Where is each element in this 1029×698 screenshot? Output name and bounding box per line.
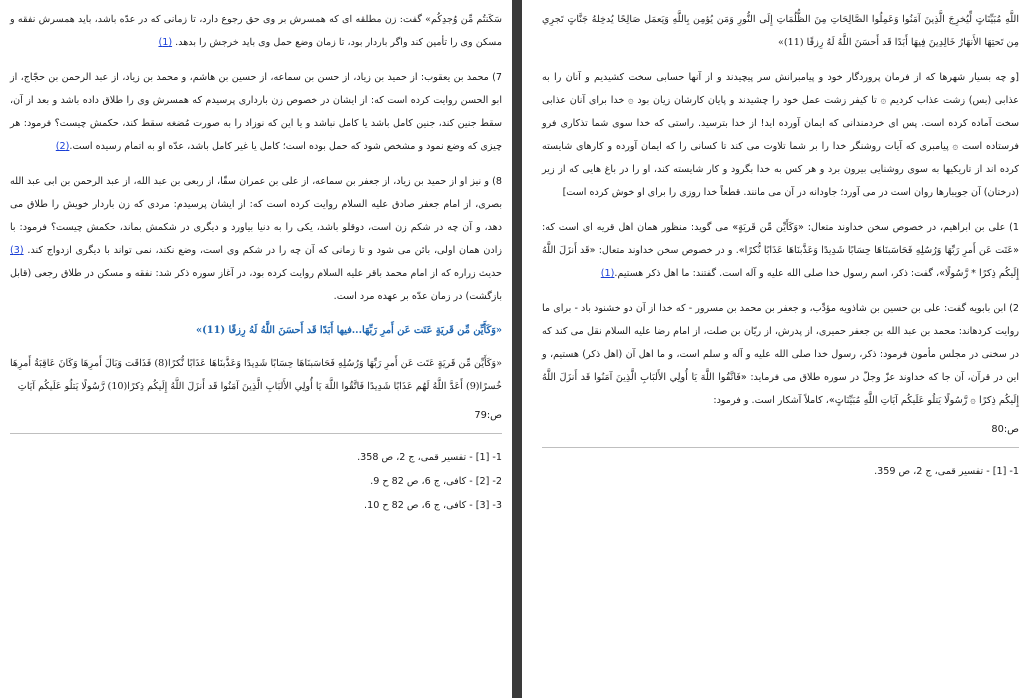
left-paragraph-1-text: 7) محمد بن يعقوب: از حميد بن زياد، از حسن بن سماعه، از حسين بن هاشم، و محمد بن زياد، از عبد الرحمن بن حجّاج، از ابو الحسن روايت كرده است كه: از ايشان در خصوص زن باردارى پرسيدم كه همسرش وى را طلاق داده باشد و بعد از آن، سقط جنين كند، جنين كامل باشد يا كامل نباشد و يا اين كه نوزاد را به صورت مُضغه سقط كند، حكمش چيست؟ فرمود: هر چيزى كه وضع نمود و مشخص شود كه حمل بوده است؛ كامل يا غير كامل باشد، عدّه او به اتمام رسيده است. — [10, 72, 502, 152]
left-paragraph-2-tail: حديث زراره كه از امام محمد باقر عليه السلام روايت كرده بود، در آغاز سوره ذكر شد: نفقه و مسكن در طلاق رجعى (قابل بازگشت) در زمان عدّه بر عهده مرد است. — [10, 268, 502, 302]
page-number-right: ص:80 — [991, 424, 1019, 435]
page-number-left: ص:79 — [474, 410, 502, 421]
left-page — [0, 0, 512, 698]
footnote-link-2[interactable]: (2) — [55, 141, 70, 152]
footnote-item: 2- [2] - كافى، ج 6، ص 82 ح 9. — [370, 476, 502, 487]
right-verse-block: اللَّهِ مُبَيِّنَاتٍ لِّيُخرِجَ الَّذِينَ آمَنُوا وَعَمِلُوا الصَّالِحَاتِ مِنَ الظُّلُمَاتِ إِلَى النُّورِ وَمَن يُؤمِن بِاللَّهِ وَيَعمَل صَالِحًا يُدخِلهُ جَنَّاتٍ تَجرِي مِن تَحتِهَا الأَنهَارُ خَالِدِينَ فِيهَا أَبَدًا قَد أَحسَنَ اللَّهُ لَهُ رِزقًا (11)» — [542, 14, 1019, 48]
footnote-link-3[interactable]: (3) — [10, 245, 24, 256]
left-paragraph-2-text: 8) و نيز او از حميد بن زياد، از جعفر بن سماعه، از على بن عمران سقّا، از ربعى بن عبد الله، از عبد الرحمن بن ابى عبد الله بصرى، از امام جعفر صادق عليه السلام روايت كرده است كه: از ايشان پرسيدم: مردى كه زن باردار خويش را طلاق مى دهد، و آن چه در شكم زن است، دوقلو باشد، يكى را به دنيا بياورد و ديگرى در شكمش بماند، حكمش چيست؟ فرمود: با زادن همان اولى، بائن مى شود و تا زمانى كه آن چه را در شكم وى است، وضع نكند، نمى تواند با ديگرى ازدواج كند. — [10, 176, 502, 256]
page-spine-divider — [512, 0, 522, 698]
footnote-divider-left — [10, 433, 502, 434]
left-paragraph-2 — [10, 170, 502, 308]
footnote-divider-right — [542, 447, 1019, 448]
left-paragraph-0 — [10, 8, 502, 54]
right-paragraph-1 — [542, 216, 1019, 285]
left-paragraph-0-text: سَكَنتُم مِّن وُجدِكُم» گفت: زن مطلقه اى كه همسرش بر وى حق رجوع دارد، تا زمانى كه در عدّه باشد، بايد همسرش نفقه و مسكن وى را تأمين كند واگر باردار بود، تا زمان وضع حمل وى بايد خرجش را بدهد. — [10, 14, 502, 48]
right-paragraph-2: 2) ابن بابويه گفت: على بن حسين بن شاذويه مؤدِّب، و جعفر بن محمد بن مسرور - كه خدا از آن دو خشنود باد - براى ما روايت كردهاند: محمد بن عبد الله بن جعفر حميرى، از پدرش، از ريّان بن صلت، از امام رضا عليه السلام نقل مى كند كه در سخنى در مجلس مأمون فرمود: ذكر، رسول خدا صلى الله عليه و آله و سلم است، و ما اهل آن (اهل ذكر) هستيم، و اين در قرآن، آن جا كه خداوند عزّ وجلّ در سوره طلاق مى فرمايد: «فَاتَّقُوا اللَّهَ يَا أُولِي الأَلبَابِ الَّذِينَ آمَنُوا قَد أَنزَلَ اللَّهُ إِلَيكُم ذِكرًا ۞ رَّسُولًا يَتلُو عَلَيكُم آيَاتِ اللَّهِ مُبَيِّنَاتٍ»، كاملاً آشكار است. و فرمود: — [542, 303, 1019, 406]
footnote-item: 3- [3] - كافى، ج 6، ص 82 ح 10. — [364, 500, 502, 511]
right-paragraph-0: [و چه بسيار شهرها كه از فرمان پروردگار خود و پيامبرانش سر پيچيدند و از آنها حسابى سخت كشيديم و آنان را به عذابى (بس) زشت عذاب كرديم ۞ تا كيفر زشت عمل خود را چشيدند و پايان كارشان زيان بود ۞ خدا براى آنان عذابى سخت آماده كرده است. پس اى خردمندانى كه ايمان آورده ايد! از خدا بترسيد. راستى كه خدا سوى شما تذكارى فرو فرستاده است ۞ پيامبرى كه آيات روشنگر خدا را بر شما تلاوت مى كند تا كسانى را كه ايمان آورده و كارهاى شايسته كرده اند از تاريكيها به سوى روشنايى بيرون برد و هر كس به خدا بگرود و كار شايسته كند، او را در باغ هايى كه از زير (درختان) آن جويبارها روان است در مى آورد؛ جاودانه در آن مى مانند. قطعاً خدا روزى را براى او خوش كرده است] — [542, 72, 1019, 198]
left-paragraph-1 — [10, 66, 502, 158]
footnote-link-1[interactable]: (1) — [158, 37, 173, 48]
footnote-link-right-1[interactable]: (1) — [600, 268, 615, 279]
verse-heading: «وَكَأَيِّن مِّن قَريَةٍ عَتَت عَن أَمرِ رَبِّهَا...فيها أَبَدًا قَد أَحسَنَ اللَّهُ لَهُ رِزقًا (11)» — [196, 325, 502, 336]
left-verse-block: «وَكَأَيِّن مِّن قَريَةٍ عَتَت عَن أَمرِ رَبِّهَا وَرُسُلِهِ فَحَاسَبنَاهَا حِسَابًا شَدِيدًا وَعَذَّبنَاهَا عَذَابًا نُّكرًا(8) فَذَاقَت وَبَالَ أَمرِهَا وَكَانَ عَاقِبَةُ أَمرِهَا خُسرًا(9) أَعَدَّ اللَّهُ لَهُم عَذَابًا شَدِيدًا فَاتَّقُوا اللَّهَ يَا أُولِي الأَلبَابِ الَّذِينَ آمَنُوا قَد أَنزَلَ اللَّهُ إِلَيكُم ذِكرًا(10) رَّسُولًا يَتلُو عَلَيكُم آيَاتِ — [10, 358, 502, 392]
footnote-item: 1- [1] - تفسير قمى، ج 2، ص 359. — [874, 466, 1019, 477]
right-paragraph-1-text: 1) على بن ابراهيم، در خصوص سخن خداوند متعال: «وَكَأَيِّن مِّن قَريَةٍ» مى گويد: منظور همان اهل قريه اى است كه: «عَتَت عَن أَمرِ رَبِّهَا وَرُسُلِهِ فَحَاسَبنَاهَا حِسَابًا شَدِيدًا وَعَذَّبنَاهَا عَذَابًا نُّكرًا». و در خصوص سخن خداوند متعال: «قَد أَنزَلَ اللَّهُ إِلَيكُم ذِكرًا * رَّسُولًا»، گفت: ذكر، اسم رسول خدا صلى الله عليه و آله است. گفتند: ما اهل ذكر هستيم. — [542, 222, 1019, 279]
footnote-item: 1- [1] - تفسير قمى، ج 2، ص 358. — [357, 452, 502, 463]
right-page — [522, 0, 1029, 698]
